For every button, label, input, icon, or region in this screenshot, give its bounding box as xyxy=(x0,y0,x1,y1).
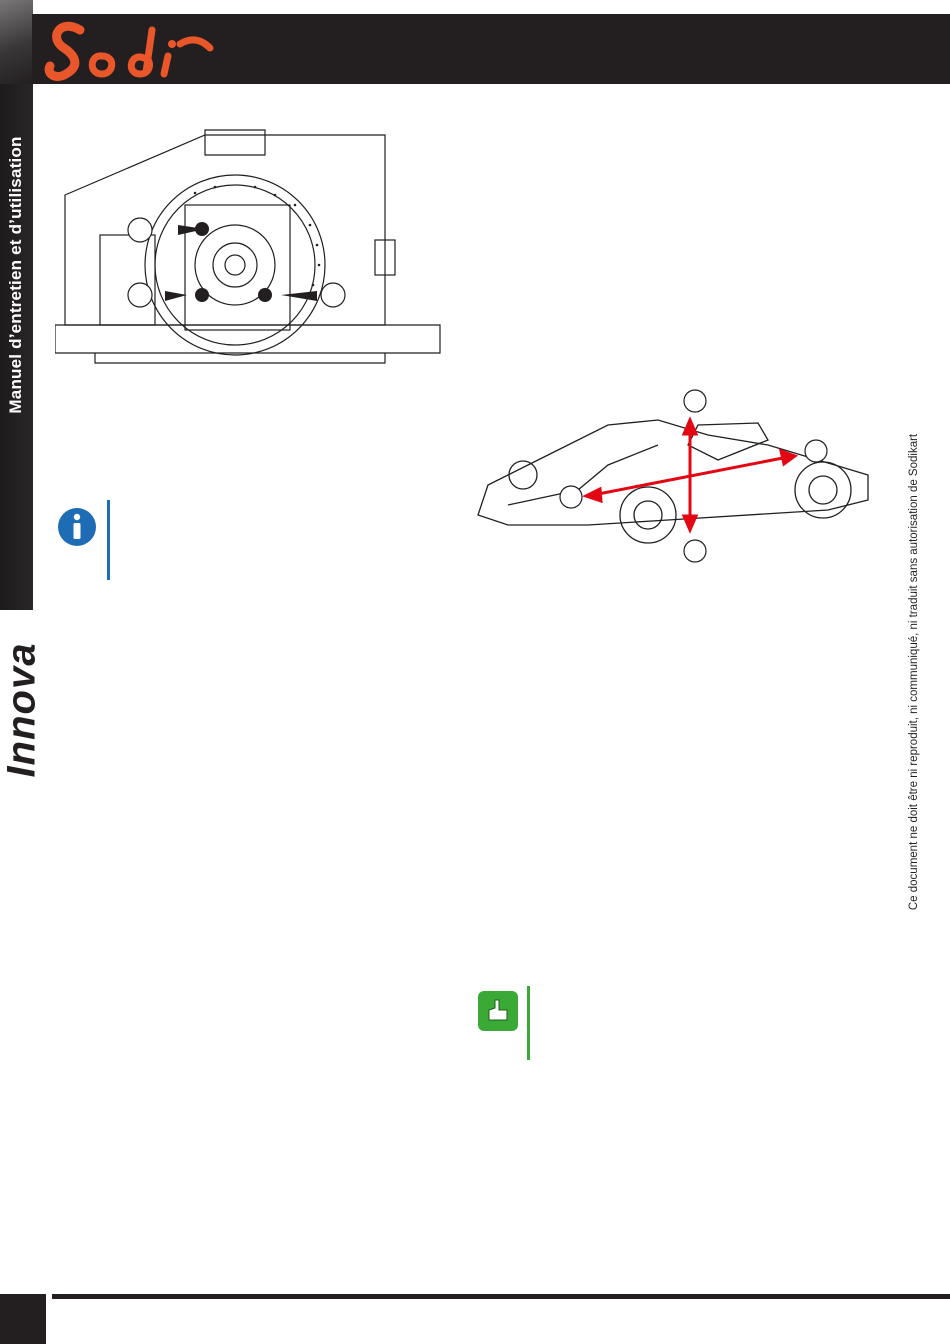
brake-disc-illustration xyxy=(55,125,445,370)
copyright-notice: Ce document ne doit être ni reproduit, ni communiqué, ni traduit sans autorisation de Sodikart xyxy=(908,433,920,911)
kart-illustration xyxy=(468,385,888,565)
sodi-logo xyxy=(40,8,250,88)
model-name: Innova xyxy=(0,642,44,778)
manual-title: Manuel d’entretien et d’utilisation xyxy=(6,136,25,414)
side-tab-gradient xyxy=(0,0,33,84)
pointing-hand-icon xyxy=(477,990,519,1032)
info-note-rule xyxy=(107,500,110,580)
footer-page-block xyxy=(0,1294,46,1344)
tip-note-rule xyxy=(527,986,530,1060)
info-icon xyxy=(56,506,98,548)
footer-rule xyxy=(52,1294,950,1299)
